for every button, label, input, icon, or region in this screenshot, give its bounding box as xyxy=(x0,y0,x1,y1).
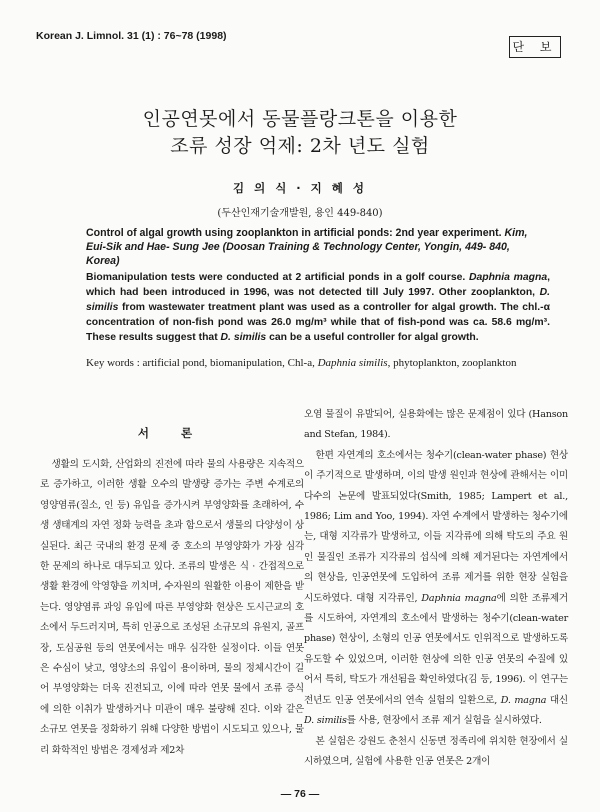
paragraph-text: 를 사용, 현장에서 조류 제거 실험을 실시하였다. xyxy=(346,715,542,727)
abstract-species: D. similis xyxy=(86,287,550,313)
title-line-2: 조류 성장 억제: 2차 년도 실험 xyxy=(170,135,430,157)
species-name: Daphnia magna xyxy=(421,592,497,604)
english-title xyxy=(86,226,546,268)
paragraph-text: 대신 xyxy=(549,694,568,706)
english-authors: Kim, Eui-Sik and Hae- Sung Jee (Doosan Training & Technology Center, Yongin, 449- 840, Korea) xyxy=(86,227,528,267)
english-title-main: Control of algal growth using zooplankton in artificial ponds: 2nd year experiment. xyxy=(86,227,502,239)
abstract-text: Biomanipulation tests were conducted at 2 artificial ponds in a golf course. xyxy=(86,272,466,283)
paragraph: 오염 물질이 유발되어, 실용화에는 많은 문제점이 있다 (Hanson and Stefan, 1984). xyxy=(304,409,568,441)
article-type-badge: 단 보 xyxy=(509,36,561,58)
title-line-1: 인공연못에서 동물플랑크톤을 이용한 xyxy=(142,108,458,130)
keywords-value: , phytoplankton, zooplankton xyxy=(387,357,517,369)
right-column xyxy=(304,405,568,772)
species-name: D. magna xyxy=(500,694,547,706)
abstract-text: , which had been introduced in 1996, was not detected till July 1997. Other zooplankton, xyxy=(86,272,550,298)
journal-reference: Korean J. Limnol. 31 (1) : 76~78 (1998) xyxy=(36,30,227,42)
paragraph: 생활의 도시화, 산업화의 진전에 따라 물의 사용량은 지속적으로 증가하고, 이러한 생활 오수의 발생량 증가는 주변 수계로의 영양염류(질소, 인 등) 유입을 증가시켜 부영양화를 초래하여, 수생 생태계의 자연 정화 능력을 초과 함으로서 생물의 다양성이 상실된다. 최근 국내의 환경 문제 중 호소의 부영양화가 가장 심각한 문제의 하나로 대두되고 있다. 조류의 발생은 식 · 간접적으로 생활 환경에 악영향을 끼치며, 수자원의 원활한 이용이 제한을 받는다. 영양염류 과잉 유입에 따른 부영양화 현상은 도시근교의 호소에서 두드러지며, 특히 인공으로 조성된 소규모의 유원지, 골프장, 도심공원 등의 연못에서는 매우 심각한 실정이다. 이들 연못은 수심이 낮고, 영양소의 유입이 용이하며, 물의 정체시간이 길어 부영양화는 더욱 진전되고, 이에 따라 연못 물에서 조류 증식에 의한 이취가 발생하거나 미관이 매우 불량해 진다. 이와 같은 소규모 연못을 정화하기 위해 다양한 방법이 시도되고 있으나, 물리 화학적인 방법은 경제성과 제2차 xyxy=(40,459,304,756)
page-number: — 76 — xyxy=(280,788,320,800)
paragraph xyxy=(304,446,568,732)
keywords xyxy=(86,356,556,371)
abstract xyxy=(86,270,550,345)
abstract-species: Daphnia magna xyxy=(468,272,548,283)
keywords-value: artificial pond, biomanipulation, Chl-a, xyxy=(142,357,315,369)
keywords-label: Key words : xyxy=(86,357,140,369)
abstract-species: D. similis xyxy=(220,332,267,343)
abstract-text: from wastewater treatment plant was used as a controller for algal growth. The chl.-α concentration of non-fish pond was 26.0 mg/m³ while that of fish-pond was ca. 58.6 mg/m³. These results suggest that xyxy=(86,302,551,343)
paragraph: 본 실험은 강원도 춘천시 신동면 정족리에 위치한 현장에서 실시하였으며, 실험에 사용한 인공 연못은 2개이 xyxy=(304,735,568,767)
left-column xyxy=(40,455,304,761)
abstract-text: can be a useful controller for algal growth. xyxy=(269,332,479,343)
paragraph-text: 한편 자연계의 호소에서는 청수기(clean-water phase) 현상이 주기적으로 발생하며, 이의 발생 원인과 현상에 관해서는 이미 다수의 논문에 발표되었다(Smith, 1985; Lampert et al., 1986; Lim and Yoo, 1994). 자연 수계에서 발생하는 청수기에는, 대형 지각류가 발생하고, 이들 지각류에 의해 탁도의 주요 원인 물질인 조류가 지각류의 섭식에 의해 제거된다는 자연계에서의 현상을, 인공연못에 도입하여 조류 제거를 위한 현장 실험을 시도하였다. 대형 지각류인, xyxy=(304,449,568,604)
keywords-species: Daphnia similis xyxy=(317,357,388,369)
section-heading: 서 론 xyxy=(137,426,207,440)
paragraph-text: 에 의한 조류제거를 시도하여, 자연계의 호소에서 발생하는 청수기(clean-water phase) 현상이, 소형의 인공 연못에서도 인위적으로 발생하도록 유도할 수 있었으며, 이러한 현상에 의한 인공 연못의 수질에 있어서 특히, 탁도가 개선됨을 확인하였다(김 등, 1996). 이 연구는 전년도 인공 연못에서의 연속 실험의 일환으로, xyxy=(304,592,568,706)
species-name: D. similis xyxy=(304,715,347,727)
affiliation: (두산인재기술개발원, 용인 449-840) xyxy=(217,208,383,219)
authors: 김 의 식 · 지 혜 성 xyxy=(232,181,368,195)
